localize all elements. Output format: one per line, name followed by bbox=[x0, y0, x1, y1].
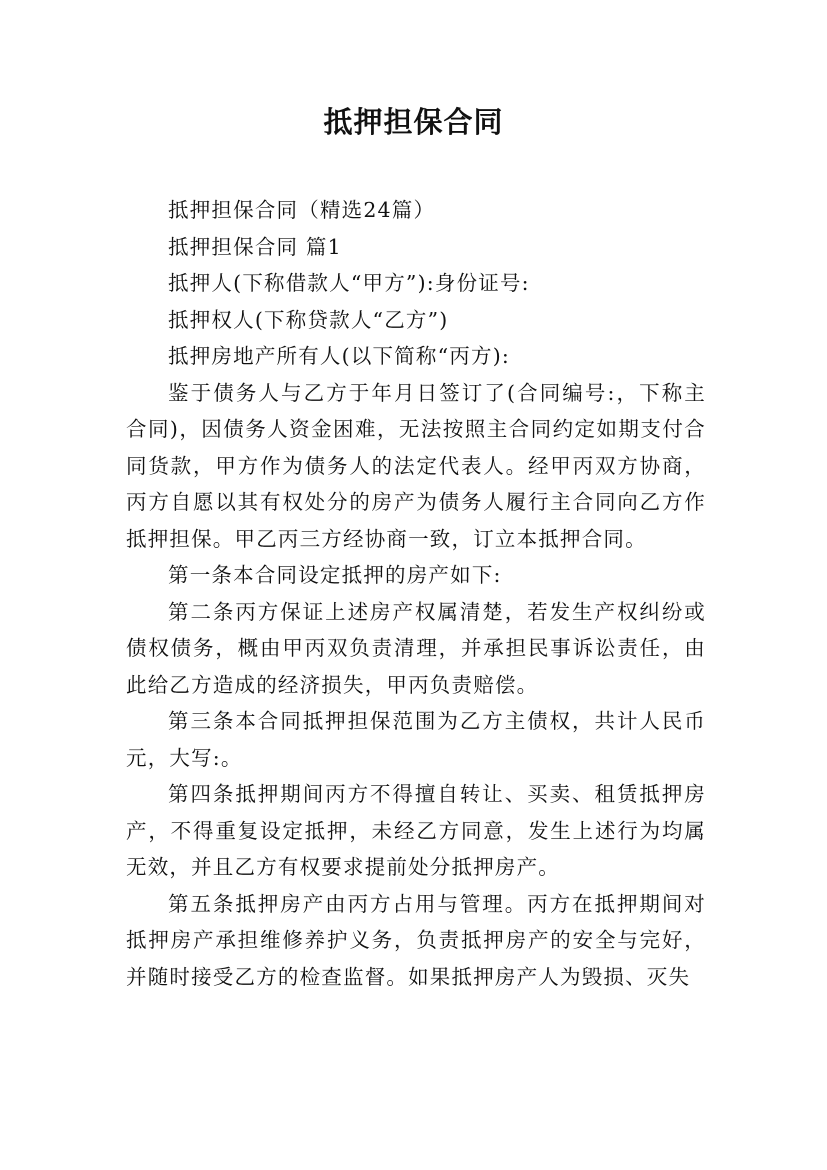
paragraph-article-2: 第二条丙方保证上述房产权属清楚，若发生产权纠纷或债权债务，概由甲丙双负责清理，并承担民事诉讼责任，由此给乙方造成的经济损失，甲丙负责赔偿。 bbox=[126, 599, 706, 697]
paragraph-section-heading: 抵押担保合同 篇1 bbox=[168, 234, 342, 259]
document-title: 抵押担保合同 bbox=[323, 105, 504, 139]
paragraph-mortgagor: 抵押人(下称借款人“甲方”):身份证号: bbox=[168, 271, 530, 295]
paragraph-property-owner: 抵押房地产所有人(以下简称“丙方): bbox=[168, 344, 510, 368]
paragraph-article-3: 第三条本合同抵押担保范围为乙方主债权，共计人民币元，大写:。 bbox=[126, 709, 706, 770]
paragraph-article-1: 第一条本合同设定抵押的房产如下: bbox=[168, 563, 502, 587]
paragraph-subtitle: 抵押担保合同（精选24篇） bbox=[168, 198, 436, 222]
paragraph-mortgagee: 抵押权人(下称贷款人“乙方”) bbox=[168, 307, 449, 332]
paragraph-article-4: 第四条抵押期间丙方不得擅自转让、买卖、租赁抵押房产，不得重复设定抵押，未经乙方同意，发生上述行为均属无效，并且乙方有权要求提前处分抵押房产。 bbox=[126, 782, 706, 879]
paragraph-preamble: 鉴于债务人与乙方于年月日签订了(合同编号:，下称主合同)，因债务人资金困难，无法按照主合同约定如期支付合同货款，甲方作为债务人的法定代表人。经甲丙双方协商，丙方自愿以其有权处分的房产为债务人履行主合同向乙方作抵押担保。甲乙丙三方经协商一致，订立本抵押合同。 bbox=[126, 380, 706, 551]
paragraph-article-5: 第五条抵押房产由丙方占用与管理。丙方在抵押期间对抵押房产承担维修养护义务，负责抵押房产的安全与完好，并随时接受乙方的检查监督。如果抵押房产人为毁损、灭失 bbox=[126, 891, 706, 989]
document-body bbox=[126, 192, 706, 995]
